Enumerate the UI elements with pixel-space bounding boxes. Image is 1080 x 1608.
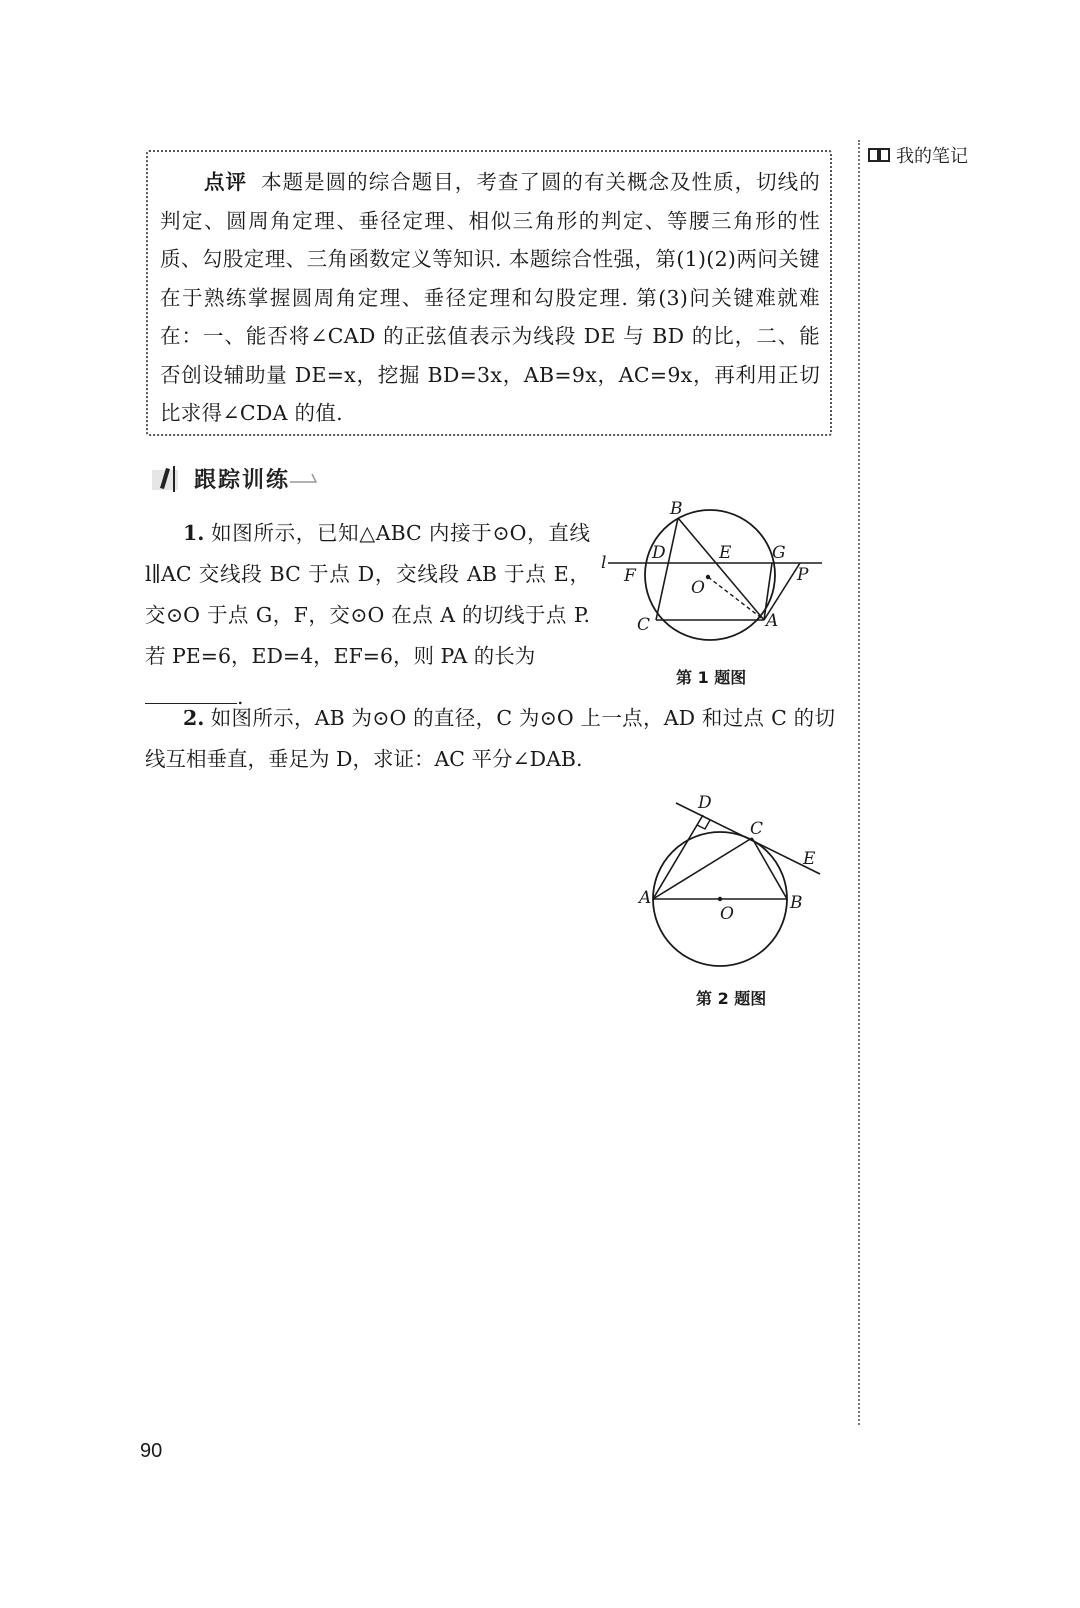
fig1-label-A: A xyxy=(766,611,779,631)
problem-1-number: 1. xyxy=(183,521,205,545)
fig1-label-G: G xyxy=(772,543,786,563)
page-number: 90 xyxy=(140,1440,163,1462)
figure-1-caption: 第 1 题图 xyxy=(676,668,747,687)
figure-2-caption: 第 2 题图 xyxy=(696,989,767,1008)
notes-header xyxy=(868,142,968,168)
fig2-label-A: A xyxy=(639,888,652,908)
fig1-label-O: O xyxy=(691,578,705,598)
problem-2-text: 如图所示，AB 为⊙O 的直径，C 为⊙O 上一点，AD 和过点 C 的切线互相垂直，垂足为 D，求证：AC 平分∠DAB. xyxy=(145,706,835,771)
problem-1 xyxy=(145,513,590,718)
fig1-label-D: D xyxy=(652,543,666,563)
fig2-tangent-DE xyxy=(676,803,820,874)
section-title: 跟踪训练 xyxy=(194,467,291,493)
heading-ribbon xyxy=(290,468,320,488)
problem-1-end: . xyxy=(237,685,244,709)
problem-2-number: 2. xyxy=(183,706,205,730)
fig1-label-F: F xyxy=(624,566,636,586)
fig2-seg-CB xyxy=(752,838,787,899)
fig2-label-B: B xyxy=(790,893,803,913)
comment-label: 点评 xyxy=(204,170,248,194)
notes-divider xyxy=(858,140,860,1425)
notes-label: 我的笔记 xyxy=(896,146,968,167)
fig2-seg-AC xyxy=(653,838,752,899)
fig1-label-P: P xyxy=(797,565,809,585)
fig2-seg-AD xyxy=(653,815,703,899)
pencil-icon xyxy=(150,462,184,494)
fig1-label-E: E xyxy=(719,543,732,563)
fig2-label-C: C xyxy=(750,819,764,839)
fig1-label-C: C xyxy=(637,615,651,635)
open-book-icon xyxy=(868,147,890,163)
fig1-label-l: l xyxy=(601,553,607,573)
fig2-center-dot xyxy=(718,897,722,901)
fig1-label-B: B xyxy=(670,499,683,519)
fig2-label-E: E xyxy=(803,849,816,869)
comment-text xyxy=(160,163,820,433)
problem-1-text: 如图所示，已知△ABC 内接于⊙O，直线 l∥AC 交线段 BC 于点 D，交线段 AB 于点 E，交⊙O 于点 G，F，交⊙O 在点 A 的切线于点 P. 若 PE=6，ED=4，EF=6，则 PA 的长为 xyxy=(145,521,590,668)
problem-2 xyxy=(145,698,835,780)
figure-2 xyxy=(636,790,826,976)
fig2-label-D: D xyxy=(698,793,712,813)
fig1-dashed-OA xyxy=(708,577,764,620)
comment-body: 本题是圆的综合题目，考查了圆的有关概念及性质，切线的判定、圆周角定理、垂径定理、相似三角形的判定、等腰三角形的性质、勾股定理、三角函数定义等知识. 本题综合性强，第(1)(2)两问关键在于熟练掌握圆周角定理、垂径定理和勾股定理. 第(3)问关键难就难在：一、能否将∠CAD 的正弦值表示为线段 DE 与 BD 的比，二、能否创设辅助量 DE=x，挖掘 BD=3x，AB=9x，AC=9x，再利用正切比求得∠CDA 的值. xyxy=(160,170,820,425)
fig2-label-O: O xyxy=(720,904,734,924)
section-heading xyxy=(150,462,320,494)
figure-1 xyxy=(596,498,826,658)
fig1-center-dot xyxy=(706,575,710,579)
fig1-seg-BA xyxy=(678,518,764,620)
